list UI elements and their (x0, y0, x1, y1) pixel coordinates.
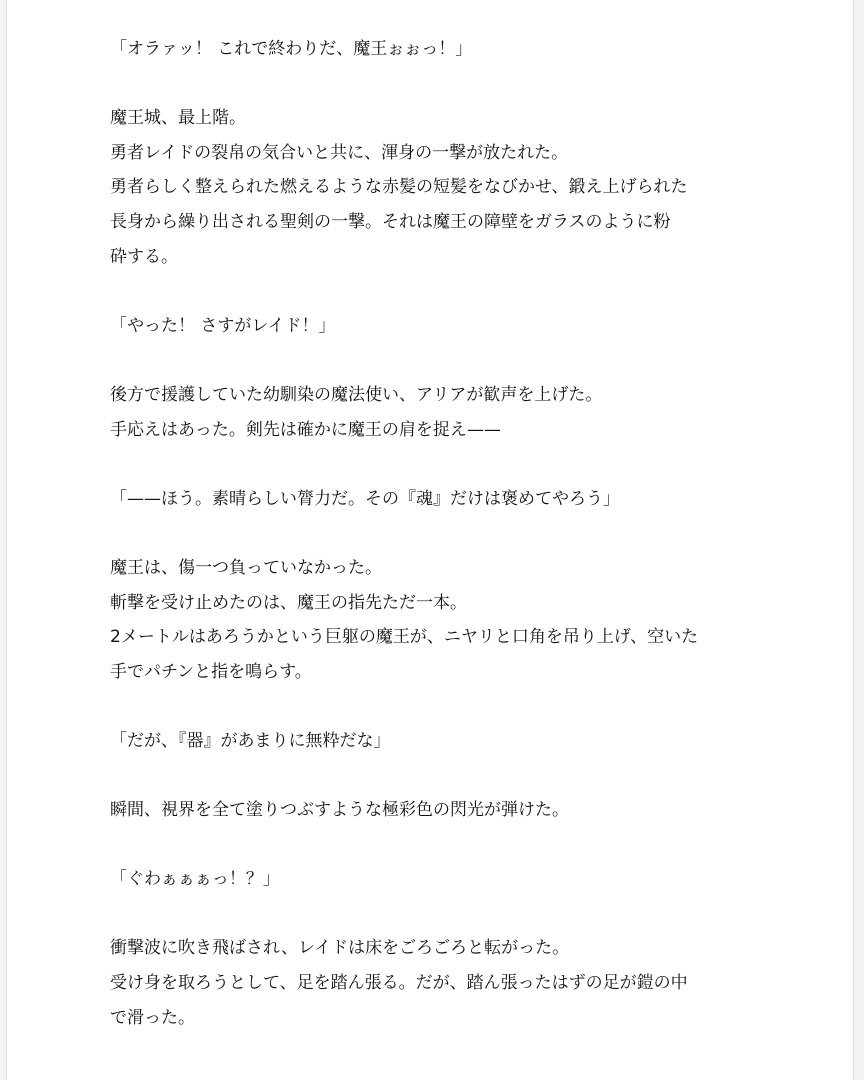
text-line: 後方で援護していた幼馴染の魔法使い、アリアが歓声を上げた。 (110, 384, 603, 405)
text-line: で滑った。 (110, 1007, 195, 1028)
text-line: 「やった！ さすがレイド！」 (110, 315, 336, 336)
blank-line (110, 828, 770, 863)
text-line: 魔王は、傷一つ負っていなかった。 (110, 557, 382, 578)
text-line: 魔王城、最上階。 (110, 108, 246, 129)
text-line: 斬撃を受け止めたのは、魔王の指先ただ一本。 (110, 592, 467, 613)
text-line: 衝撃波に吹き飛ばされ、レイドは床をごろごろと転がった。 (110, 938, 570, 959)
text-line: 「オラァッ！ これで終わりだ、魔王ぉぉっ！」 (110, 39, 473, 59)
text-line: 手でパチンと指を鳴らす。 (110, 661, 312, 682)
text-line: 瞬間、視界を全て塗りつぶすような極彩色の閃光が弾けた。 (110, 800, 569, 821)
text-line: 「——ほう。素晴らしい膂力だ。その『魂』だけは褒めてやろう」 (110, 488, 620, 509)
text-line: 受け身を取ろうとして、足を踏ん張る。だが、踏ん張ったはずの足が鎧の中 (110, 973, 688, 994)
text-line: 長身から繰り出される聖剣の一撃。それは魔王の障壁をガラスのように粉 (110, 211, 671, 232)
text-line: 勇者らしく整えられた燃えるような赤髪の短髪をなびかせ、鍛え上げられた (110, 177, 688, 198)
text-line: 2メートルはあろうかという巨躯の魔王が、ニヤリと口角を吊り上げ、空いた (110, 627, 699, 648)
text-line: 「ぐわぁぁぁっ！？」 (110, 869, 280, 890)
text-line: 手応えはあった。剣先は確かに魔王の肩を捉え—— (110, 419, 501, 440)
blank-line (110, 516, 770, 551)
blank-line (110, 897, 770, 932)
blank-line (110, 343, 770, 378)
document-page (6, 0, 854, 1080)
story-text (110, 32, 770, 1035)
blank-line (110, 689, 770, 724)
blank-line (110, 447, 770, 482)
text-line: 「だが、『器』があまりに無粋だな」 (110, 730, 391, 751)
text-line: 勇者レイドの裂帛の気合いと共に、渾身の一撃が放たれた。 (110, 142, 569, 163)
text-line: 砕する。 (110, 246, 178, 267)
blank-line (110, 274, 770, 309)
blank-line (110, 67, 770, 102)
blank-line (110, 758, 770, 793)
